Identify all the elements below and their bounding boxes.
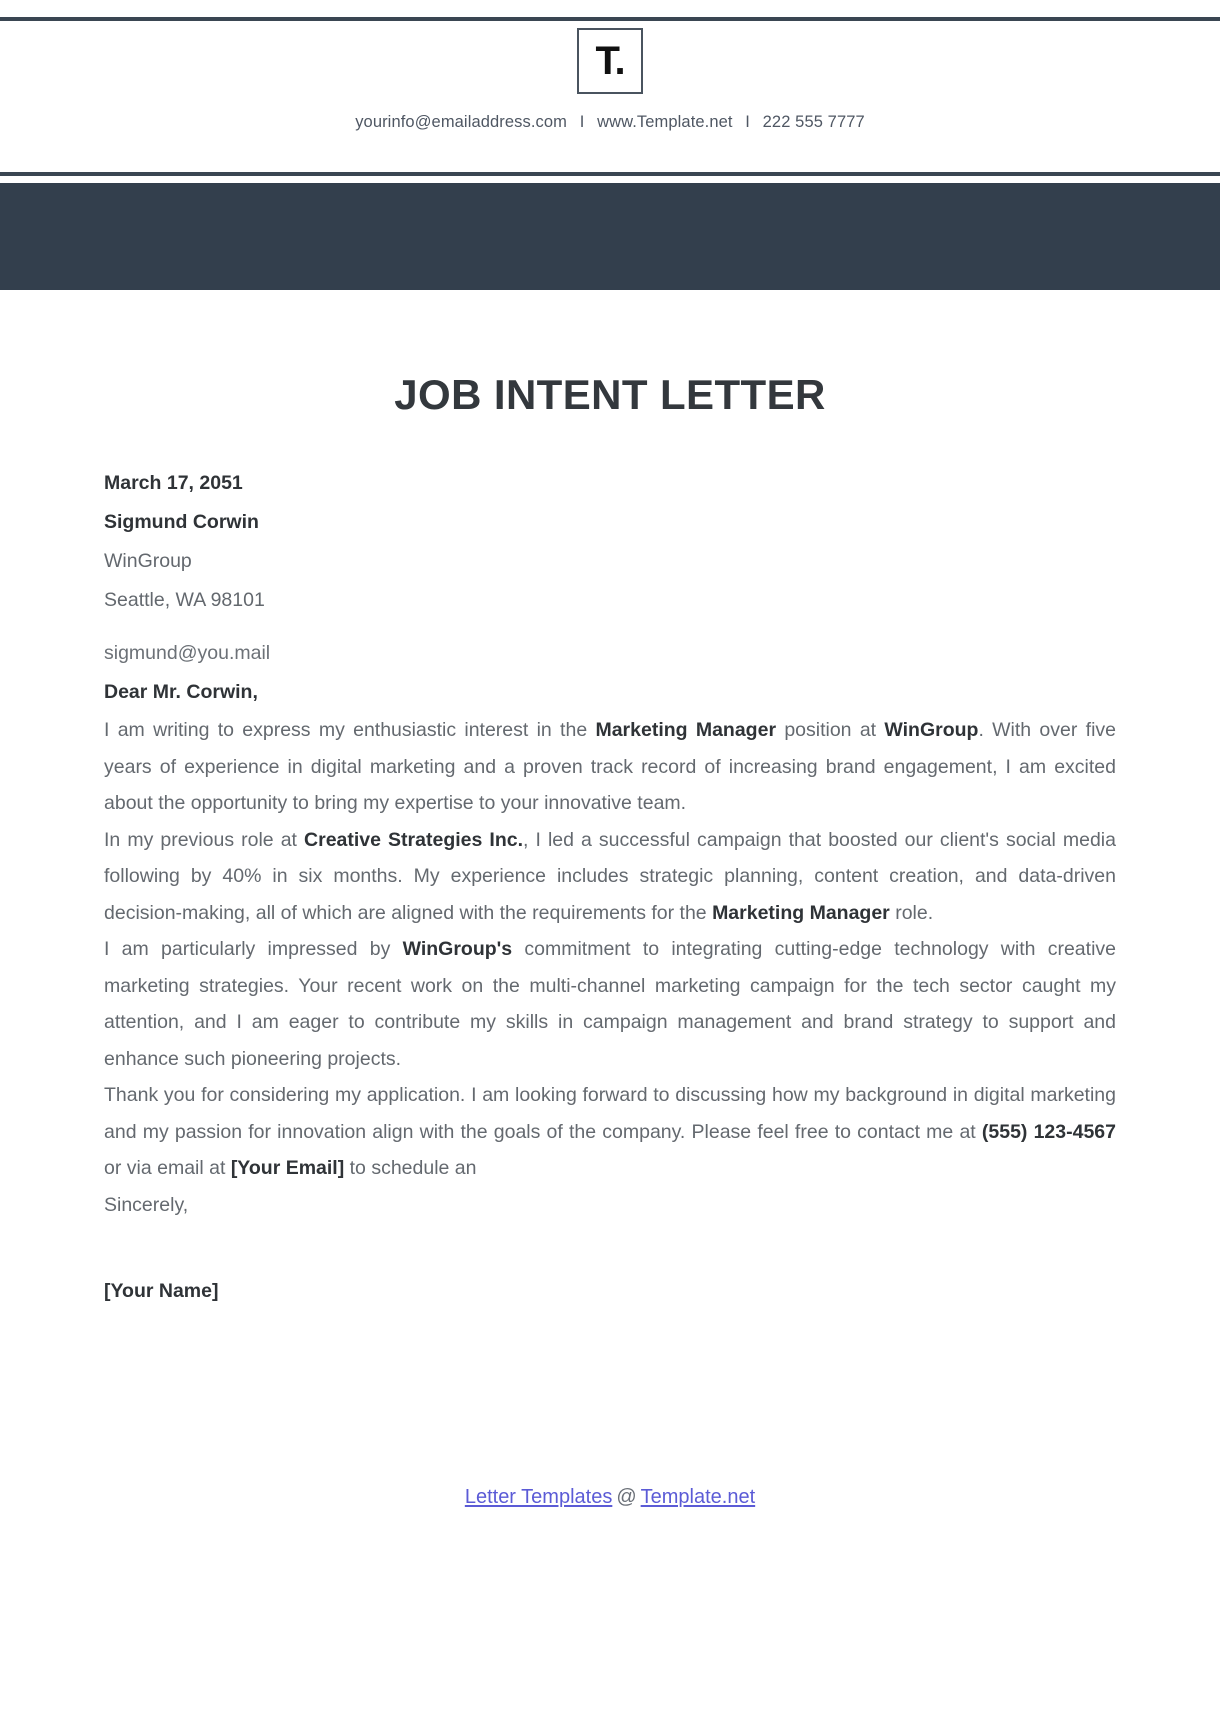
letterhead-email: yourinfo@emailaddress.com (355, 113, 568, 131)
footer-link-letter-templates[interactable]: Letter Templates (464, 1486, 613, 1508)
emphasis-text: WinGroup (884, 719, 979, 742)
letter-meta-block (104, 464, 1116, 620)
letter-date: March 17, 2051 (104, 472, 243, 495)
letter-paragraphs (104, 712, 1116, 1187)
navy-accent-band (0, 183, 1220, 290)
recipient-location: Seattle, WA 98101 (104, 589, 265, 612)
letterhead-separator-1: I (579, 113, 585, 131)
letterhead-contact-line (0, 113, 1220, 132)
footer-attribution (0, 1486, 1220, 1509)
closing-line: Sincerely, (104, 1193, 189, 1216)
paragraph (104, 712, 1116, 822)
body-text: or via email at (104, 1157, 231, 1180)
letterhead (0, 28, 1220, 132)
company-logo (577, 28, 643, 94)
emphasis-text: Creative Strategies Inc. (304, 828, 523, 851)
recipient-email: sigmund@you.mail (104, 642, 271, 665)
letter-content (104, 300, 1116, 1310)
body-text: commitment to integrating cutting-edge technology with creative marketing strategies. Your recent work on the multi-channel marketing campaign for the tech sector caught my attention, and I am eager to contribute my skills in campaign management and brand strategy to support and enhance such pioneering projects. (104, 938, 1117, 1070)
emphasis-text: Marketing Manager (595, 719, 777, 742)
body-text: I am particularly impressed by (104, 938, 403, 961)
header-rule-top (0, 17, 1220, 21)
paragraph (104, 822, 1116, 932)
logo-letter-t-icon: T. (595, 39, 625, 83)
emphasis-text: (555) 123-4567 (981, 1120, 1116, 1143)
letterhead-phone: 222 555 7777 (762, 113, 865, 131)
body-text: Thank you for considering my application. I am looking forward to discussing how my background in digital marketing and my passion for innovation align with the goals of the company. Please feel free to contact me at (104, 1084, 1116, 1143)
signature-name: [Your Name] (104, 1280, 219, 1303)
body-text: I am writing to express my enthusiastic interest in the (104, 719, 596, 742)
emphasis-text: [Your Email] (230, 1157, 345, 1180)
recipient-company: WinGroup (104, 550, 192, 573)
letterhead-separator-2: I (745, 113, 750, 131)
salutation: Dear Mr. Corwin, (104, 681, 258, 704)
paragraph (104, 931, 1116, 1077)
emphasis-text: WinGroup's (402, 938, 513, 961)
header-rule-bottom (0, 172, 1220, 176)
body-text: . With over five years of experience in digital marketing and a proven track record of increasing brand engagement, I am excited about the opportunity to bring my expertise to your innovative team. (104, 719, 1116, 815)
body-text: In my previous role at (104, 828, 305, 851)
footer-link-template-net[interactable]: Template.net (640, 1486, 756, 1508)
page-title: JOB INTENT LETTER (394, 371, 826, 418)
recipient-name: Sigmund Corwin (104, 511, 259, 534)
letterhead-website: www.Template.net (597, 113, 733, 131)
body-text: to schedule an (344, 1157, 477, 1180)
body-text: position at (776, 719, 885, 742)
emphasis-text: Marketing Manager (712, 901, 890, 924)
body-text: role. (889, 901, 934, 924)
footer-at-symbol: @ (616, 1486, 637, 1508)
paragraph (104, 1077, 1116, 1187)
body-text: , I led a successful campaign that boosted our client's social media following by 40% in six months. My experience includes strategic planning, content creation, and data-driven decision-making, all of which are aligned with the requirements for the (104, 828, 1116, 924)
